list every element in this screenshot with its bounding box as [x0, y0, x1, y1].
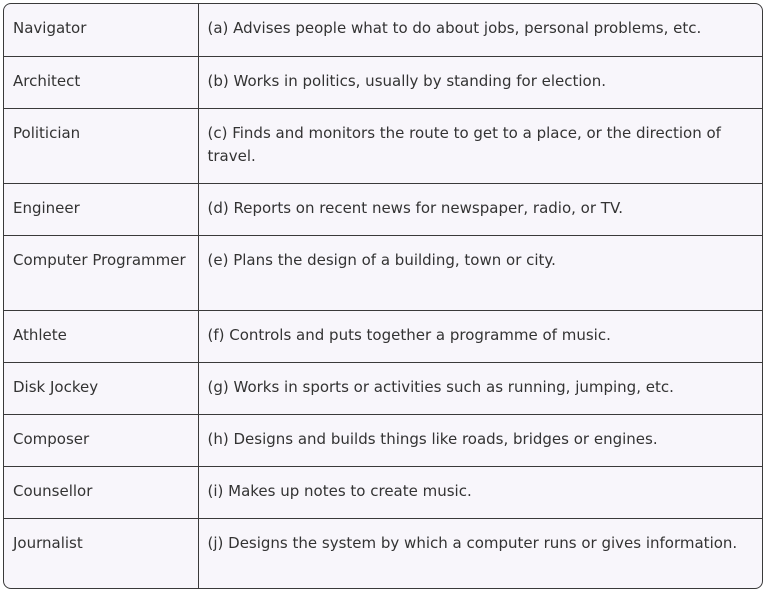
- definition-cell: (f) Controls and puts together a programme of music.: [198, 310, 762, 362]
- term-cell: Engineer: [4, 183, 198, 235]
- term-cell: Athlete: [4, 310, 198, 362]
- definition-cell: (c) Finds and monitors the route to get to a place, or the direction of travel.: [198, 108, 762, 183]
- definition-cell: (i) Makes up notes to create music.: [198, 466, 762, 518]
- matching-table: [3, 3, 763, 589]
- definition-cell: (b) Works in politics, usually by standing for election.: [198, 56, 762, 108]
- definition-cell: (h) Designs and builds things like roads, bridges or engines.: [198, 414, 762, 466]
- term-cell: Composer: [4, 414, 198, 466]
- term-cell: Politician: [4, 108, 198, 183]
- term-cell: Architect: [4, 56, 198, 108]
- definition-cell: (a) Advises people what to do about jobs, personal problems, etc.: [207, 19, 702, 37]
- table-row: [4, 4, 762, 56]
- table-row: [4, 362, 762, 414]
- term-cell: Computer Programmer: [4, 235, 198, 310]
- definition-cell: (e) Plans the design of a building, town or city.: [198, 235, 762, 310]
- table-row: [4, 310, 762, 362]
- table-row: [4, 466, 762, 518]
- definition-cell: (d) Reports on recent news for newspaper, radio, or TV.: [198, 183, 762, 235]
- table-row: [4, 56, 762, 108]
- term-cell: Counsellor: [4, 466, 198, 518]
- table-row: [4, 235, 762, 310]
- table-row: [4, 108, 762, 183]
- table-row: [4, 183, 762, 235]
- term-cell: Disk Jockey: [4, 362, 198, 414]
- term-cell: Navigator: [4, 4, 198, 56]
- table-row: [4, 414, 762, 466]
- definition-cell: (g) Works in sports or activities such as running, jumping, etc.: [198, 362, 762, 414]
- definition-cell: (j) Designs the system by which a computer runs or gives information.: [198, 518, 762, 589]
- table-row: [4, 518, 762, 589]
- terms-definitions-table: [4, 4, 762, 589]
- term-cell: Journalist: [4, 518, 198, 589]
